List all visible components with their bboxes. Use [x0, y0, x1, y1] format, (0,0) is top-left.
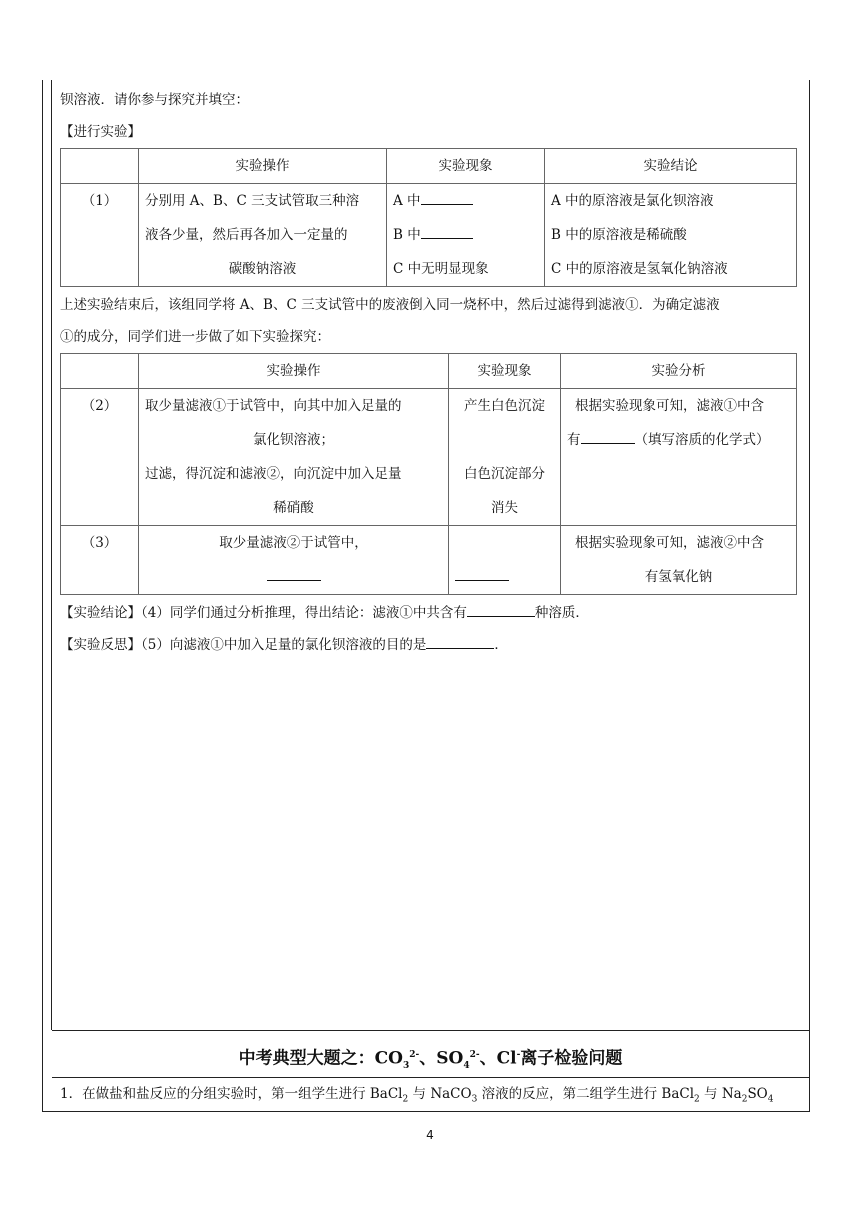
experiment-table-2	[60, 353, 797, 595]
observation-text: B 中	[393, 227, 421, 243]
question-text: SO	[747, 1086, 768, 1102]
observation-text	[455, 423, 554, 457]
observation-text: A 中	[393, 193, 421, 209]
section-title	[52, 1030, 809, 1078]
operation-text: 液各少量，然后再各加入一定量的	[145, 227, 348, 243]
answer-blank[interactable]	[267, 566, 321, 581]
operation-text: 氯化钡溶液；	[253, 432, 334, 448]
conclusion-text: C 中的原溶液是氢氧化钠溶液	[551, 261, 728, 277]
header-cell: 实验操作	[139, 354, 449, 389]
conclusion-text: （4）同学们通过分析推理，得出结论：滤液①中共含有	[141, 605, 467, 621]
paragraph-line: ①的成分，同学们进一步做了如下实验探究：	[60, 329, 330, 345]
row-number: （1）	[81, 193, 118, 209]
question-text: 1．在做盐和盐反应的分组实验时，第一组学生进行 BaCl	[60, 1086, 403, 1102]
row-number: （3）	[81, 535, 118, 551]
subscript: 4	[767, 1094, 774, 1105]
answer-blank[interactable]	[421, 190, 473, 205]
subscript: 2	[741, 1094, 748, 1105]
conclusion-line	[60, 597, 800, 629]
question-text: 溶液的反应，第二组学生进行 BaCl	[477, 1086, 695, 1102]
row-number: （2）	[81, 398, 118, 414]
operation-text: 取少量滤液①于试管中，向其中加入足量的	[145, 398, 402, 414]
experiment-table-1	[60, 148, 797, 287]
analysis-text: 根据实验现象可知，滤液②中含	[575, 535, 764, 551]
answer-blank[interactable]	[467, 602, 535, 617]
reflection-text: ．	[494, 637, 508, 653]
table-header-row	[61, 354, 797, 389]
table-row	[61, 389, 797, 526]
header-cell: 实验结论	[545, 149, 797, 184]
main-content	[60, 84, 800, 661]
table-row	[61, 184, 797, 287]
answer-blank[interactable]	[426, 634, 494, 649]
subscript: 3	[402, 1061, 410, 1072]
question-text: 与 NaCO	[408, 1086, 472, 1102]
observation-text: 产生白色沉淀	[464, 398, 545, 414]
table-row	[61, 526, 797, 595]
subscript: 2	[694, 1094, 700, 1105]
subscript: 3	[471, 1094, 478, 1105]
question-1	[60, 1082, 774, 1105]
operation-text: 碳酸钠溶液	[228, 261, 297, 277]
operation-text: 分别用 A、B、C 三支试管取三种溶	[145, 193, 360, 209]
section-label-experiment: 【进行实验】	[60, 124, 141, 140]
page-number: 4	[426, 1128, 434, 1142]
conclusion-text: B 中的原溶液是稀硫酸	[551, 227, 687, 243]
answer-blank[interactable]	[455, 566, 509, 581]
superscript: 2-	[469, 1050, 480, 1060]
answer-blank[interactable]	[581, 429, 635, 444]
reflection-line	[60, 629, 800, 661]
superscript: 2-	[409, 1050, 420, 1060]
intro-line: 钡溶液．请你参与探究并填空：	[60, 92, 249, 108]
operation-text: 过滤，得沉淀和滤液②，向沉淀中加入足量	[145, 466, 402, 482]
header-cell: 实验分析	[561, 354, 797, 389]
table-header-row	[61, 149, 797, 184]
analysis-text: 根据实验现象可知，滤液①中含	[575, 398, 764, 414]
analysis-text: 有氢氧化钠	[644, 569, 713, 585]
reflection-text: （5）向滤液①中加入足量的氯化钡溶液的目的是	[141, 637, 427, 653]
paragraph-line: 上述实验结束后，该组同学将 A、B、C 三支试管中的废液倒入同一烧杯中，然后过滤得到滤液①．为确定滤液	[60, 297, 720, 313]
header-cell: 实验现象	[449, 354, 561, 389]
inner-border	[51, 80, 52, 1030]
operation-text: 取少量滤液②于试管中，	[219, 535, 368, 551]
header-cell	[61, 354, 139, 389]
analysis-text: 有	[567, 432, 581, 448]
section-title-text: 中考典型大题之：CO	[238, 1048, 403, 1069]
observation-text: 白色沉淀部分	[464, 466, 545, 482]
header-cell: 实验现象	[387, 149, 545, 184]
section-title-text: 、Cl	[479, 1048, 517, 1069]
superscript: -	[516, 1050, 521, 1060]
reflection-label: 【实验反思】	[60, 637, 141, 653]
question-text: 与 Na	[699, 1086, 742, 1102]
operation-text: 稀硝酸	[273, 500, 314, 516]
section-title-text: 、SO	[419, 1048, 464, 1069]
answer-blank[interactable]	[421, 224, 473, 239]
observation-text: C 中无明显现象	[393, 261, 489, 277]
conclusion-label: 【实验结论】	[60, 605, 141, 621]
section-title-text: 离子检验问题	[520, 1048, 623, 1069]
subscript: 2	[402, 1094, 409, 1105]
analysis-text: （填写溶质的化学式）	[634, 432, 770, 448]
conclusion-text: A 中的原溶液是氯化钡溶液	[551, 193, 714, 209]
subscript: 4	[463, 1061, 470, 1072]
conclusion-text: 种溶质．	[534, 605, 589, 621]
observation-text: 消失	[491, 500, 518, 516]
header-cell	[61, 149, 139, 184]
header-cell: 实验操作	[139, 149, 387, 184]
